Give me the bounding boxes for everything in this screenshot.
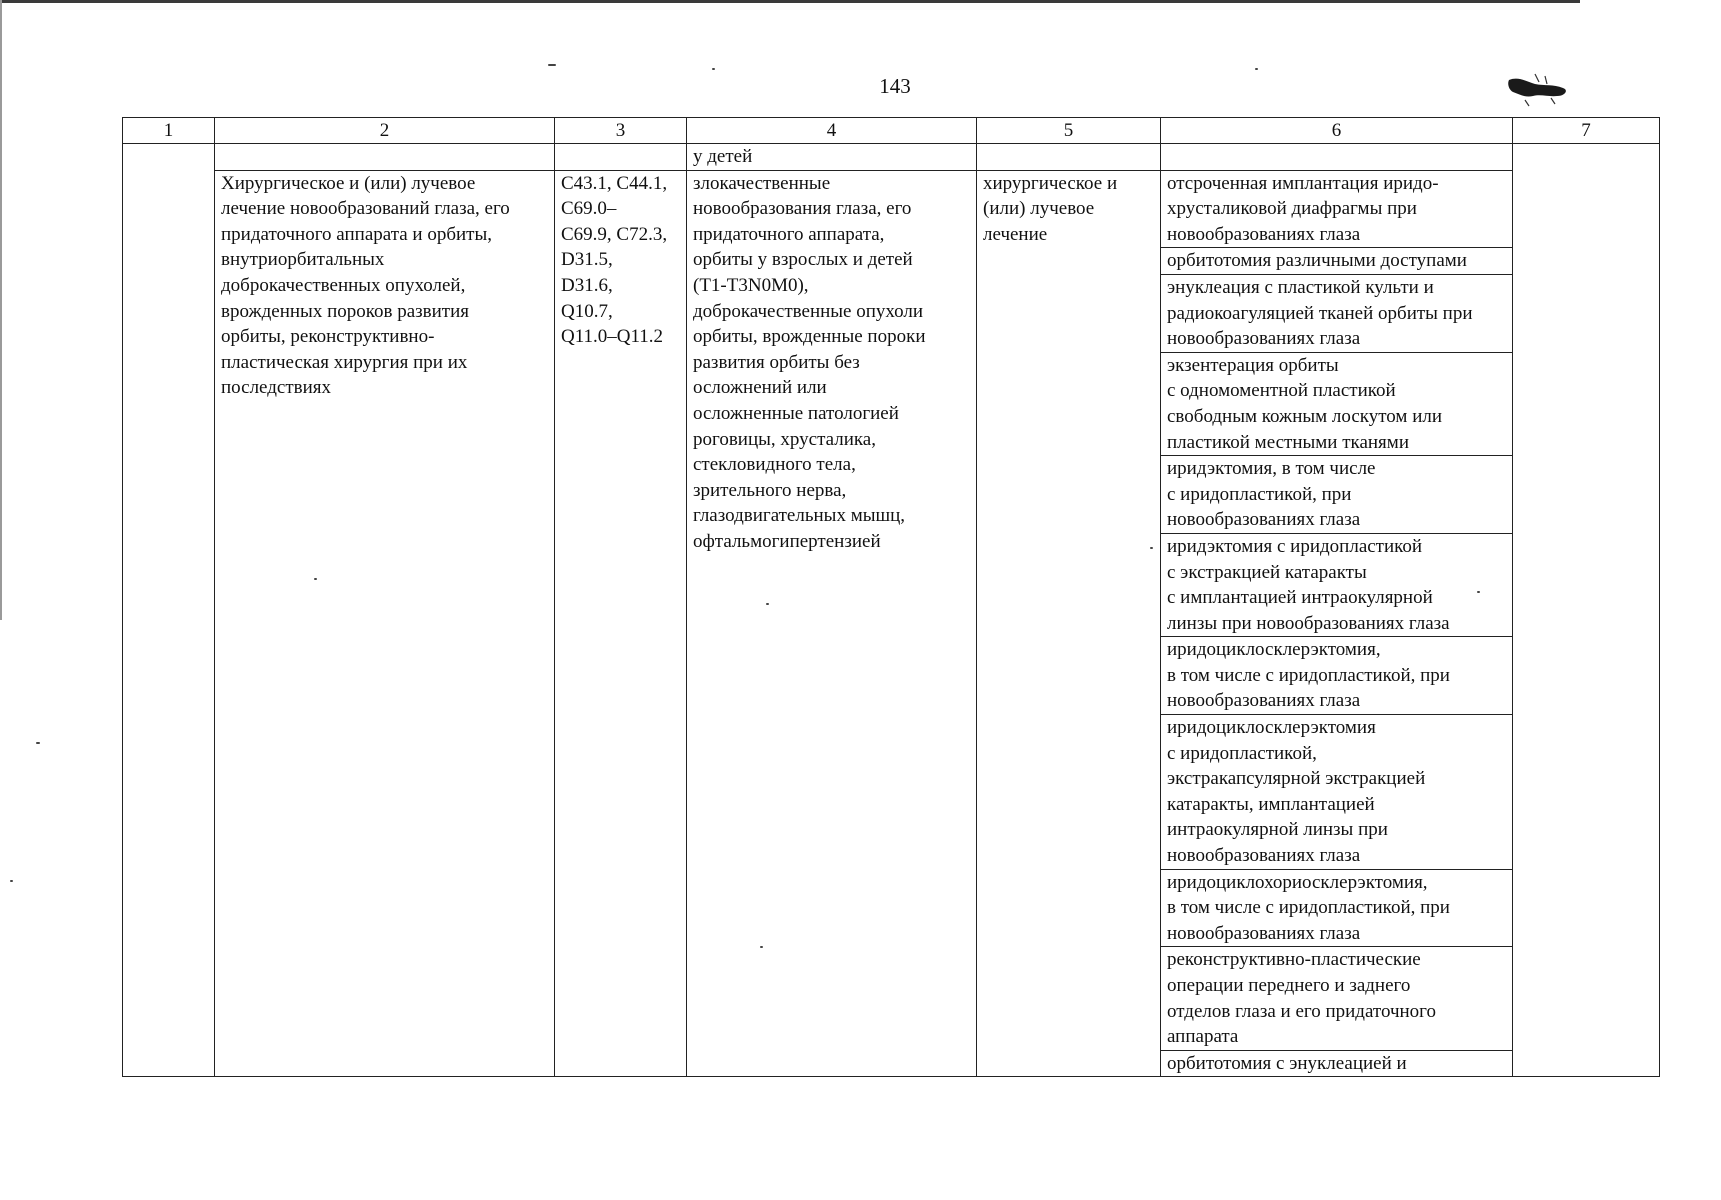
- cell-col1: [123, 144, 215, 1077]
- scan-speck: [548, 64, 556, 66]
- scan-speck: [10, 880, 13, 882]
- cell-patient-model: злокачественные новообразования глаза, его придаточного аппарата, орбиты у взрослых и детей (T1-T3N0M0), доброкачественные опухоли орбиты, врожденные пороки развития орбиты без осложнений или осложненные патологией роговицы, хрусталика, стекловидного тела, зрительного нерва, глазодвигательных мышц, офтальмогипертензией: [687, 170, 977, 1077]
- cell-treatment-name: Хирургическое и (или) лучевое лечение новообразований глаза, его придаточного аппарата и орбиты, внутриорбитальных доброкачественных опухолей, врожденных пороков развития орбиты, реконструктивно- пластическая хирургия при их последствиях: [215, 170, 555, 1077]
- method-item: иридоциклосклерэктомия, в том числе с иридопластикой, при новообразованиях глаза: [1161, 637, 1512, 715]
- cell-col7: [1513, 144, 1660, 1077]
- table-row: [123, 170, 1660, 1077]
- cell-col4-continued: у детей: [687, 144, 977, 171]
- scan-speck: [1255, 68, 1258, 70]
- method-item: орбитотомия различными доступами: [1161, 248, 1512, 275]
- header-row: [123, 118, 1660, 144]
- column-header-1: 1: [123, 118, 215, 144]
- scan-speck: [712, 68, 715, 70]
- column-header-5: 5: [977, 118, 1161, 144]
- method-item: отсроченная имплантация иридо- хрусталиковой диафрагмы при новообразованиях глаза: [1161, 171, 1512, 249]
- cell-col6-empty: [1161, 144, 1513, 171]
- cell-treatment-methods: [1161, 170, 1513, 1077]
- method-item: иридэктомия с иридопластикой с экстракцией катаракты с имплантацией интраокулярной линзы при новообразованиях глаза: [1161, 534, 1512, 637]
- method-item: иридоциклохориосклерэктомия, в том числе с иридопластикой, при новообразованиях глаза: [1161, 870, 1512, 948]
- services-table: [122, 117, 1660, 1077]
- cell-treatment-type: хирургическое и (или) лучевое лечение: [977, 170, 1161, 1077]
- scan-edge-top: [0, 0, 1580, 3]
- method-item: реконструктивно-пластические операции переднего и заднего отделов глаза и его придаточного аппарата: [1161, 947, 1512, 1050]
- cell-col3-empty: [555, 144, 687, 171]
- column-header-3: 3: [555, 118, 687, 144]
- column-header-2: 2: [215, 118, 555, 144]
- method-item: иридэктомия, в том числе с иридопластикой, при новообразованиях глаза: [1161, 456, 1512, 534]
- method-item: орбитотомия с энуклеацией и: [1167, 1052, 1407, 1074]
- method-item: иридоциклосклерэктомия с иридопластикой, экстракапсулярной экстракцией катаракты, имплантацией интраокулярной линзы при новообразованиях глаза: [1161, 715, 1512, 870]
- cell-col5-empty: [977, 144, 1161, 171]
- column-header-4: 4: [687, 118, 977, 144]
- column-header-6: 6: [1161, 118, 1513, 144]
- continuation-row: [123, 144, 1660, 171]
- method-item: экзентерация орбиты с одномоментной пластикой свободным кожным лоскутом или пластикой местными тканями: [1161, 353, 1512, 456]
- ink-blot-mark: [1505, 72, 1575, 112]
- cell-col2-empty: [215, 144, 555, 171]
- method-item: энуклеация с пластикой культи и радиокоагуляцией тканей орбиты при новообразованиях глаза: [1161, 275, 1512, 353]
- column-header-7: 7: [1513, 118, 1660, 144]
- cell-icd-codes: С43.1, С44.1, С69.0– С69.9, С72.3, D31.5, D31.6, Q10.7, Q11.0–Q11.2: [555, 170, 687, 1077]
- scan-speck: [36, 742, 40, 744]
- page-number: 143: [879, 74, 911, 98]
